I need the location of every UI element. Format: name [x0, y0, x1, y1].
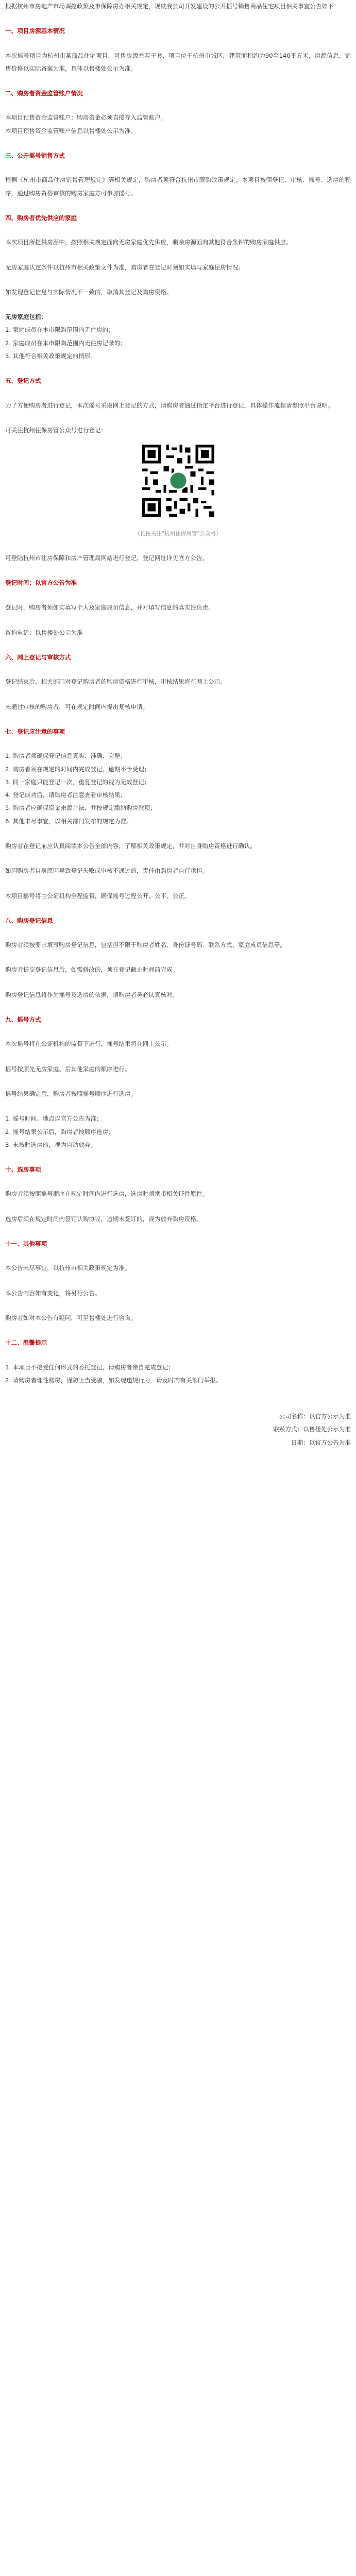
- signature-date: 日期：以官方公告为准: [291, 1438, 351, 1446]
- section-4-text-3: 如发现登记信息与实际情况不一致的，取消其登记及购房资格。: [5, 288, 173, 296]
- section-4-text-2: 无房家庭认定条件以杭州市相关政策文件为准，购房者在登记时须如实填写家庭住房情况。: [5, 263, 244, 271]
- section-5-text-2: 可关注杭州住保房管公众号进行登记：: [5, 426, 107, 434]
- section-9-list-item: 3. 未按时选房的，视为自动放弃。: [5, 1141, 97, 1148]
- signature-company: 公司名称：以官方公示为准: [279, 1413, 351, 1420]
- section-3-title: 三、公开摇号销售方式: [5, 152, 65, 160]
- section-9-title: 九、摇号方式: [5, 1016, 41, 1024]
- section-7-text-2: 如因购房者自身原因导致登记失败或审核不通过的，责任由购房者自行承担。: [5, 867, 209, 875]
- section-9-list-item: 2. 摇号结果公示后，购房者按顺序选房；: [5, 1128, 114, 1136]
- intro-paragraph: 根据杭州市房地产市场调控政策及市保障房办相关规定，现就我公司开发建设的公开摇号销售商品住宅项目相关事宜公告如下：: [5, 3, 340, 10]
- section-9-text-2: 摇号按照先无房家庭、后其他家庭的顺序进行。: [5, 1065, 131, 1073]
- section-11-text-2: 本公告内容如有变化，将另行公告。: [5, 1289, 101, 1297]
- section-2-title: 二、购房者资金监管账户情况: [5, 90, 83, 97]
- section-7-list-item: 5. 购房者应确保资金来源合法，并按规定缴纳购房款项；: [5, 804, 156, 812]
- section-11-title: 十一、其他事项: [5, 1240, 47, 1248]
- section-3-text: 根据《杭州市商品住房销售管理规定》等相关规定，购房者须符合杭州市限购政策规定。本项目按照登记、审核、摇号、选房的程序，通过购房资格审核的购房家庭方可参加摇号。: [5, 176, 351, 197]
- section-7-list-item: 3. 同一家庭只能登记一次，重复登记的视为无效登记；: [5, 778, 150, 786]
- section-5-text-3: 可登陆杭州市住房保障和房产管理局网站进行登记，登记网址详见官方公告。: [5, 554, 209, 562]
- section-7-list-item: 1. 购房者须确保登记信息真实、准确、完整；: [5, 752, 127, 760]
- section-4-list-item: 1. 家庭成员在本市限购范围内无住房的；: [5, 326, 114, 334]
- section-5-text-1: 为了方便购房者进行登记，本次摇号采取网上登记的方式，请购房者通过指定平台进行登记，具体操作流程请参照平台说明。: [5, 401, 334, 409]
- section-12-list-item: 1. 本项目不接受任何形式的委托登记，请购房者亲自完成登记；: [5, 1363, 174, 1371]
- section-7-list-item: 6. 其他未尽事宜，以相关部门发布的规定为准。: [5, 817, 132, 825]
- section-8-text-1: 购房者须按要求填写购房登记信息，包括但不限于购房者姓名、身份证号码、联系方式、家庭成员信息等。: [5, 941, 286, 949]
- section-7-text-1: 购房者在登记前应认真阅读本公告全部内容，了解相关政策规定，并对自身购房资格进行确认。: [5, 842, 256, 850]
- section-11-text-3: 购房者如对本公告有疑问，可至售楼处进行咨询。: [5, 1314, 137, 1321]
- section-7-text-3: 本项目摇号将由公证机构全程监督，确保摇号过程公开、公平、公正。: [5, 892, 191, 900]
- section-5-text-5: 登记时，购房者须如实填写个人及家庭成员信息，并对填写信息的真实性负责。: [5, 604, 214, 612]
- section-10-title: 十、选房事项: [5, 1166, 41, 1174]
- section-5-text-4: 登记时间：以官方公告为准: [5, 579, 77, 587]
- section-2-text-2: 本项目预售资金监管账户信息以售楼处公示为准。: [5, 127, 137, 134]
- section-8-title: 八、购房登记信息: [5, 917, 53, 924]
- section-5-text-6: 咨询电话：以售楼处公示为准: [5, 629, 83, 636]
- section-10-text-1: 购房者须按照摇号顺序在规定时间内进行选房，选房时须携带相关证件原件。: [5, 1190, 209, 1198]
- section-10-text-2: 选房后须在规定时间内签订认购协议，逾期未签订的，视为放弃购房资格。: [5, 1215, 202, 1223]
- qr-code-icon[interactable]: [140, 442, 217, 519]
- section-12-title: 十二、温馨提示: [5, 1339, 47, 1347]
- section-2-text-1: 本项目预售资金监管账户：购房资金必须直接存入监管账户。: [5, 114, 167, 122]
- section-1-title: 一、项目房源基本情况: [5, 27, 65, 35]
- qr-code-container: [5, 442, 351, 524]
- section-5-title: 五、登记方式: [5, 377, 41, 385]
- section-9-text-1: 本次摇号将在公证机构的监督下进行，摇号结果将在网上公示。: [5, 1040, 173, 1048]
- section-9-list-item: 1. 摇号时间、地点以官方公告为准；: [5, 1115, 103, 1123]
- section-4-text-1: 本次项目所提供房源中，按照相关规定面向无房家庭优先供应，剩余房源面向其他符合条件的购房家庭供应。: [5, 239, 292, 246]
- section-7-list-item: 2. 购房者须在规定的时间内完成登记，逾期不予受理；: [5, 765, 150, 773]
- section-8-text-2: 购房者提交登记信息后，如需修改的，须在登记截止时间前完成。: [5, 966, 179, 974]
- section-6-title: 六、网上登记与审核方式: [5, 654, 71, 662]
- section-4-list-item: 2. 家庭成员在本市限购范围内无住房记录的；: [5, 339, 127, 347]
- section-7-title: 七、登记应注意的事项: [5, 727, 65, 735]
- section-4-list-item: 3. 其他符合相关政策规定的情形。: [5, 352, 97, 360]
- section-7-list-item: 4. 登记成功后，请购房者注意查看审核结果；: [5, 791, 127, 799]
- section-11-text-1: 本公告未尽事宜，以杭州市相关政策规定为准。: [5, 1264, 131, 1272]
- signature-contact: 联系方式：以售楼处公示为准: [273, 1426, 351, 1433]
- section-6-text-1: 登记结束后，相关部门对登记购房者的购房资格进行审核，审核结果将在网上公示。: [5, 678, 226, 686]
- section-9-text-3: 摇号结果确定后，购房者按照摇号顺序进行选房。: [5, 1090, 137, 1097]
- section-12-list-item: 2. 请购房者理性购房，谨防上当受骗，如发现违规行为，请及时向有关部门举报。: [5, 1376, 222, 1384]
- qr-caption: （长按关注“杭州住保房管”公众号）: [134, 530, 222, 537]
- signature-spacer: [5, 1399, 351, 1410]
- section-6-text-2: 未通过审核的购房者，可在规定时间内提出复核申请。: [5, 703, 149, 710]
- section-4-list-title: 无房家庭包括：: [5, 313, 47, 321]
- section-8-text-3: 购房登记信息将作为摇号及选房的依据，请购房者务必认真核对。: [5, 991, 179, 998]
- section-4-title: 四、购房者优先供应的家庭: [5, 214, 77, 222]
- section-1-text: 本次摇号项目为杭州市某商品住宅项目，可售房源共若干套，项目位于杭州市城区，建筑面积约为90至140平方米，房源信息、销售价格以实际备案为准，具体以售楼处公示为准。: [5, 52, 351, 72]
